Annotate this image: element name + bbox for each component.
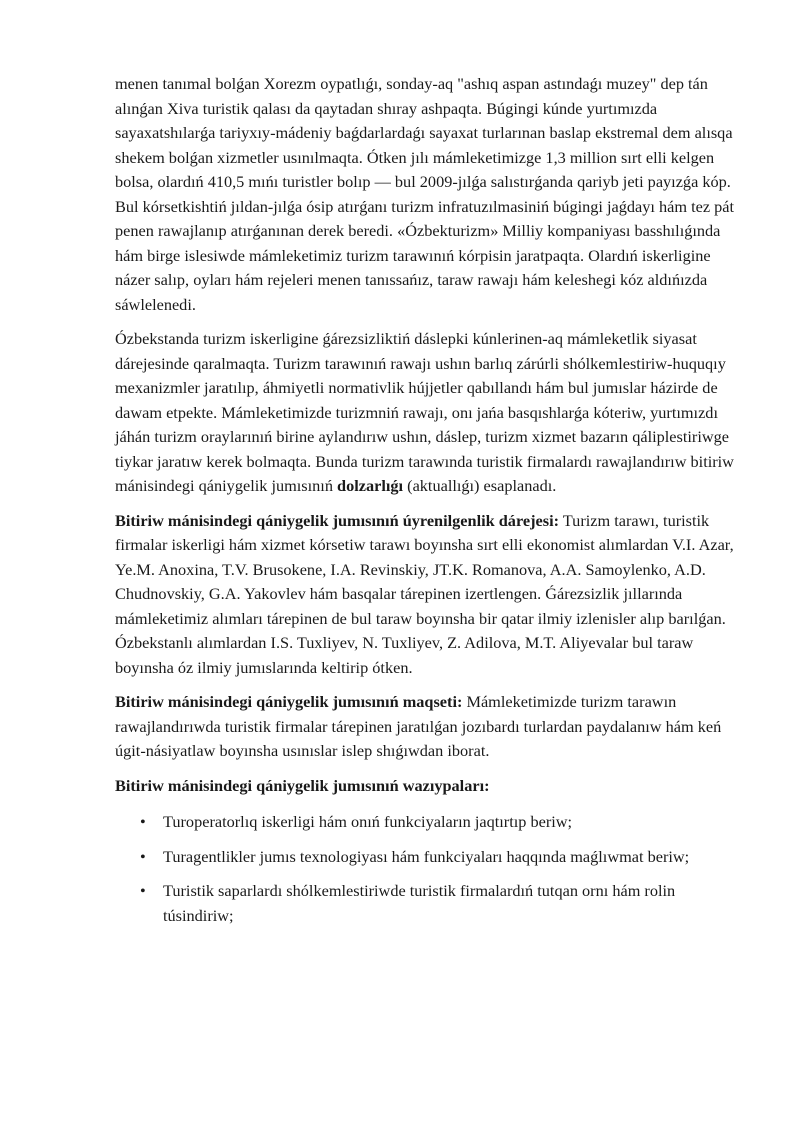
- paragraph-relevance: [115, 327, 745, 499]
- bullet-icon: •: [140, 881, 146, 900]
- list-item: [115, 845, 745, 870]
- list-item-text: Turagentlikler jumıs texnologiyası hám funkciyaları haqqında maǵlıwmat beriw;: [163, 846, 690, 866]
- study-level-text: Turizm tarawı, turistik firmalar iskerligi hám xizmet kórsetiw tarawı boyınsha sırt elli ekonomist alımlardan V.I. Azar, Ye.M. Anoxina, T.V. Brusokene, I.A. Revinskiy, JT.K. Romanova, A.A. Samoylenko, A.D. Chudnovskiy, G.A. Yakovlev hám basqalar tárepinen izertlengen. Ǵárezsizlik jıllarında mámleketimiz alımları tárepinen de bul taraw boyınsha bir qatar ilmiy izlenisler alıp barılǵan. Ózbekstanlı alımlardan I.S. Tuxliyev, N. Tuxliyev, Z. Adilova, M.T. Aliyevalar bul taraw boyınsha óz ilmiy jumıslarında keltirip ótken.: [115, 510, 734, 677]
- study-level-heading: Bitiriw mánisindegi qániygelik jumısınıń úyrenilgenlik dárejesi:: [115, 510, 560, 530]
- tasks-list: [115, 810, 745, 928]
- list-item: [115, 810, 745, 835]
- paragraph-goal: [115, 690, 745, 764]
- list-item-text: Turistik saparlardı shólkemlestiriwde turistik firmalardıń tutqan ornı hám rolin túsindiriw;: [163, 881, 676, 925]
- relevance-keyword: dolzarlıǵı: [337, 476, 404, 495]
- relevance-text-end: (aktuallıǵı) esaplanadı.: [403, 476, 557, 495]
- goal-text: Mámleketimizde turizm tarawın rawajlandırıwda turistik firmalar tárepinen jaratılǵan jozıbardı turlardan paydalanıw hám keń úgit-násiyatlaw boyınsha usınıslar islep shıǵıwdan iborat.: [115, 692, 722, 760]
- paragraph-tasks-heading: [115, 774, 745, 799]
- tasks-heading: Bitiriw mánisindegi qániygelik jumısınıń wazıypaları:: [115, 775, 490, 795]
- relevance-text-start: Ózbekstanda turizm iskerligine ǵárezsizliktiń dáslepki kúnlerinen-aq mámleketlik siyasat dárejesinde qaralmaqta. Turizm tarawınıń rawajı ushın barlıq zárúrli shólkemlestiriw-huquqıy mexanizmler jaratılıp, áhmiyetli normativlik hújjetler qabıllandı hám bul jumıslar házirde de dawam etpekte. Mámleketimizde turizmniń rawajı, onı jańa basqıshlarǵa kóteriw, yurtımızdı jáhán turizm oraylarınıń birine aylandırıw ushın, dáslep, turizm xizmet bazarın qáliplestiriwge tiykar jaratıw kerek bolmaqta. Bunda turizm tarawında turistik firmalardı rawajlandırıw bitiriw mánisindegi qániygelik jumısınıń: [115, 329, 734, 495]
- bullet-icon: •: [140, 812, 146, 831]
- paragraph-intro: menen tanımal bolǵan Xorezm oypatlıǵı, sonday-aq "ashıq aspan astındaǵı muzey" dep tán alınǵan Xiva turistik qalası da qaytadan shıray ashpaqta. Búgingi kúnde yurtımızda sayaxatshılarǵa tariyxıy-mádeniy baǵdarlardaǵı sayaxat turlarınan baslap ekstremal dem alısqa shekem bolǵan xizmetler usınılmaqta. Ótken jılı mámleketimizge 1,3 million sırt elli kelgen bolsa, olardıń 410,5 mıńı turistler bolıp — bul 2009-jılǵa salıstırǵanda qariyb jeti payızǵa kóp. Bul kórsetkishtiń jıldan-jılǵa ósip atırǵanı turizm infratuzılmasiniń búgingi jaǵdayı hám tez pát penen rawajlanıp atırǵanınan derek beredi. «Ózbekturizm» Milliy kompaniyası basshılıǵında hám birge islesiwde mámleketimiz turizm tarawınıń kórpisin jaratpaqta. Olardıń iskerligine názer salıp, oyları hám rejeleri menen tanıssańız, taraw rawajı hám keleshegi kóz aldıńızda sáwlelenedi.: [115, 74, 735, 314]
- document-page: [115, 72, 745, 938]
- list-item: [115, 879, 745, 928]
- bullet-icon: •: [140, 846, 146, 866]
- paragraph-study-level: [115, 509, 745, 681]
- goal-heading: Bitiriw mánisindegi qániygelik jumısınıń maqseti:: [115, 692, 463, 711]
- list-item-text: Turoperatorlıq iskerligi hám onıń funkciyaların jaqtırtıp beriw;: [163, 812, 573, 831]
